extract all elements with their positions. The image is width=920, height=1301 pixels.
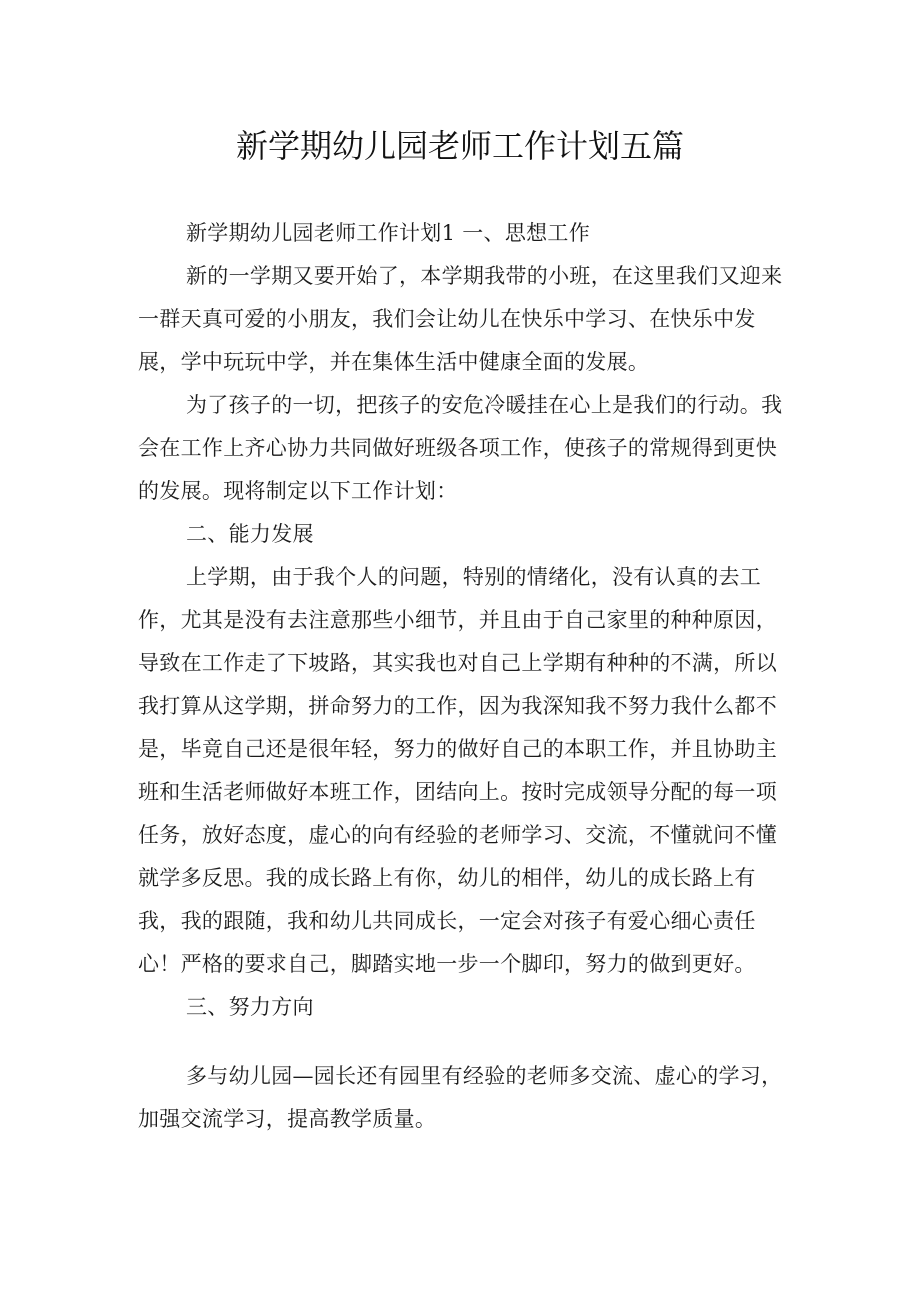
section-heading-direction: 三、努力方向 [186,995,314,1019]
paragraph-direction: 多与幼儿园—园长还有园里有经验的老师多交流、虚心的学习，加强交流学习，提高教学质量。 [138,1064,783,1131]
paragraph-intro: 新的一学期又要开始了，本学期我带的小班，在这里我们又迎来一群天真可爱的小朋友，我们会让幼儿在快乐中学习、在快乐中发展，学中玩玩中学，并在集体生活中健康全面的发展。 [138,264,783,374]
paragraph-goal: 为了孩子的一切，把孩子的安危冷暖挂在心上是我们的行动。我会在工作上齐心协力共同做好班级各项工作，使孩子的常规得到更快的发展。现将制定以下工作计划： [138,393,783,503]
document-body-continued [138,1055,788,1141]
paragraph-ability: 上学期，由于我个人的问题，特别的情绪化，没有认真的去工作，尤其是没有去注意那些小细节，并且由于自己家里的种种原因，导致在工作走了下坡路，其实我也对自己上学期有种种的不满，所以我打算从这学期，拼命努力的工作，因为我深知我不努力我什么都不是，毕竟自己还是很年轻，努力的做好自己的本职工作，并且协助主班和生活老师做好本班工作，团结向上。按时完成领导分配的每一项任务，放好态度，虚心的向有经验的老师学习、交流，不懂就问不懂就学多反思。我的成长路上有你，幼儿的相伴，幼儿的成长路上有我，我的跟随，我和幼儿共同成长，一定会对孩子有爱心细心责任心！严格的要求自己，脚踏实地一步一个脚印，努力的做到更好。 [138,565,777,976]
section-heading-ability: 二、能力发展 [186,522,314,546]
document-title: 新学期幼儿园老师工作计划五篇 [235,127,684,165]
plan-heading: 新学期幼儿园老师工作计划1 一、思想工作 [186,221,591,245]
document-body [138,212,788,1029]
